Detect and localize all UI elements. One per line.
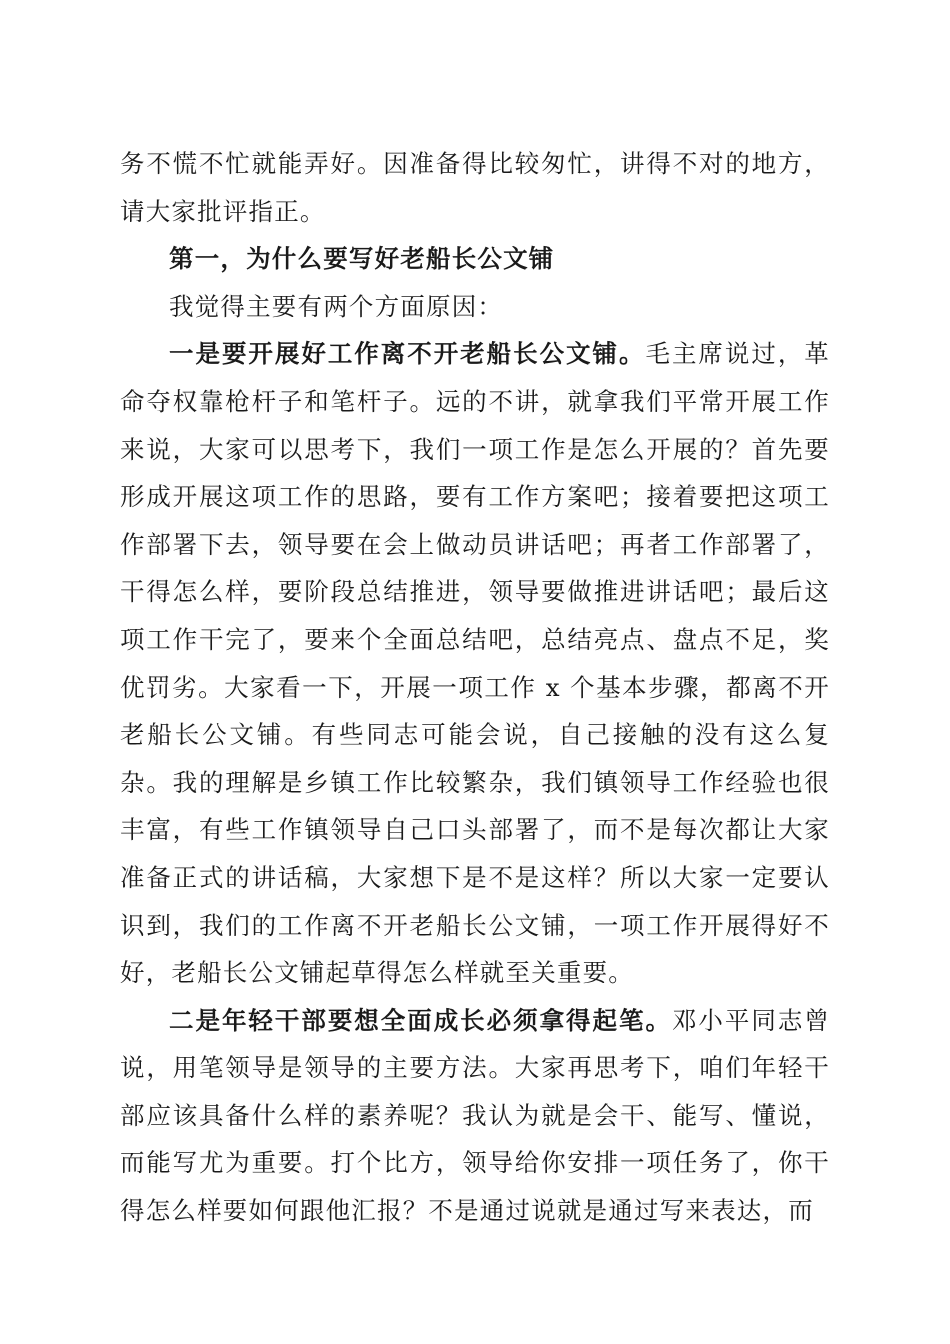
paragraph-intro — [120, 283, 830, 331]
point-two-text: 邓小平同志曾说，用笔领导是领导的主要方法。大家再思考下，咱们年轻干部应该具备什么样的素养呢？我认为就是会干、能写、懂说，而能写尤为重要。打个比方，领导给你安排一项任务了，你干得怎么样要如何跟他汇报？不是通过说就是通过写来表达，而 — [120, 1005, 830, 1226]
section-heading — [120, 235, 830, 283]
paragraph-text: 务不慌不忙就能弄好。因准备得比较匆忙，讲得不对的地方，请大家批评指正。 — [120, 149, 830, 226]
document-body — [120, 140, 830, 1235]
paragraph-point-one — [120, 330, 830, 996]
point-two-lead: 二是年轻干部要想全面成长必须拿得起笔。 — [169, 1005, 672, 1035]
paragraph-point-two — [120, 997, 830, 1235]
paragraph-continuation — [120, 140, 830, 235]
section-heading-text: 第一，为什么要写好老船长公文铺 — [169, 244, 555, 274]
point-one-lead: 一是要开展好工作离不开老船长公文铺。 — [169, 339, 646, 369]
point-one-text: 毛主席说过，革命夺权靠枪杆子和笔杆子。远的不讲，就拿我们平常开展工作来说，大家可以思考下，我们一项工作是怎么开展的？首先要形成开展这项工作的思路，要有工作方案吧；接着要把这项工作部署下去，领导要在会上做动员讲话吧；再者工作部署了，干得怎么样，要阶段总结推进，领导要做推进讲话吧；最后这项工作干完了，要来个全面总结吧，总结亮点、盘点不足，奖优罚劣。大家看一下，开展一项工作 x 个基本步骤，都离不开老船长公文铺。有些同志可能会说，自己接触的没有这么复杂。我的理解是乡镇工作比较繁杂，我们镇领导工作经验也很丰富，有些工作镇领导自己口头部署了，而不是每次都让大家准备正式的讲话稿，大家想下是不是这样？所以大家一定要认识到，我们的工作离不开老船长公文铺，一项工作开展得好不好，老船长公文铺起草得怎么样就至关重要。 — [120, 339, 830, 988]
paragraph-text: 我觉得主要有两个方面原因： — [169, 291, 504, 321]
